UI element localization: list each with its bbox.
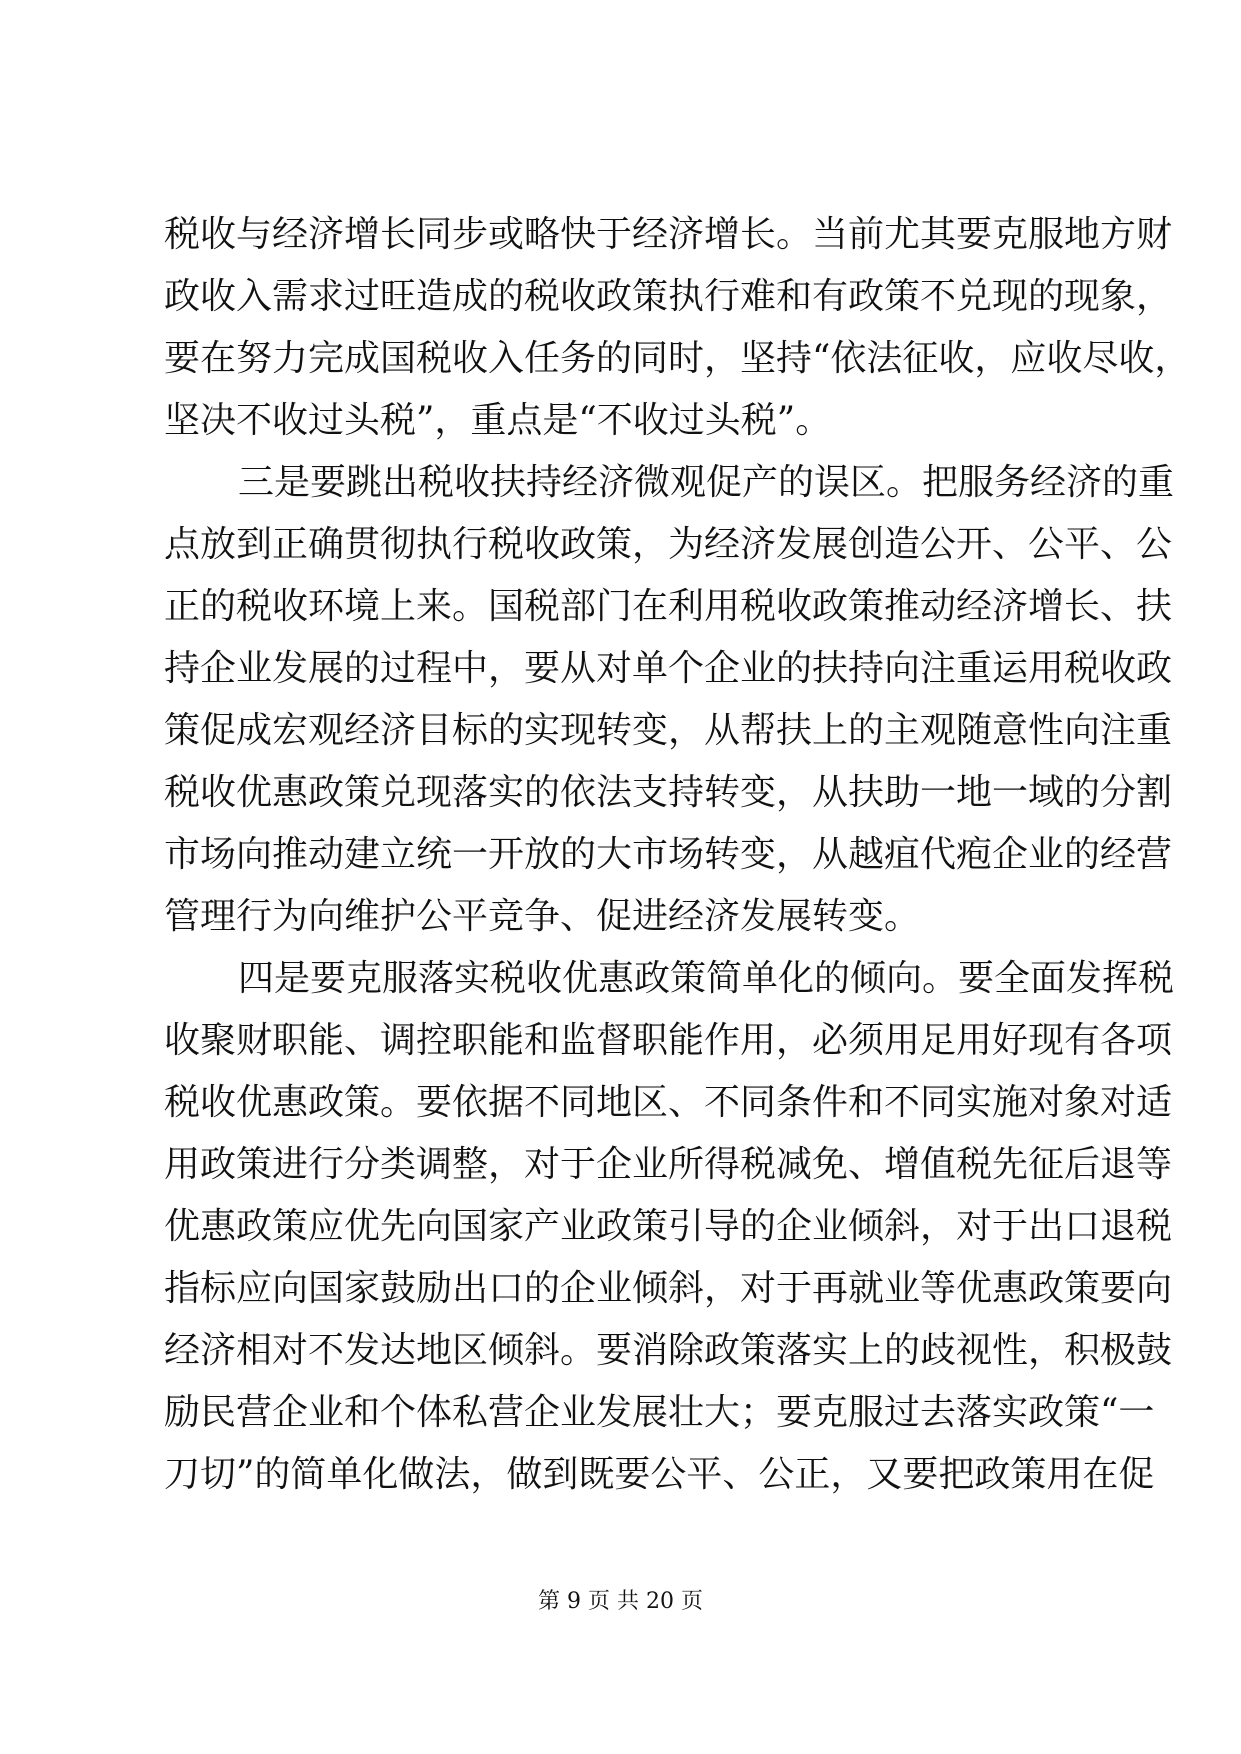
page-number-footer: 第 9 页 共 20 页 bbox=[538, 1589, 703, 1614]
text-line: 点放到正确贯彻执行税收政策，为经济发展创造公开、公平、公 bbox=[164, 524, 1173, 565]
text-line: 指标应向国家鼓励出口的企业倾斜，对于再就业等优惠政策要向 bbox=[164, 1268, 1173, 1309]
text-line: 正的税收环境上来。国税部门在利用税收政策推动经济增长、扶 bbox=[164, 586, 1173, 627]
text-line: 税收与经济增长同步或略快于经济增长。当前尤其要克服地方财 bbox=[164, 214, 1173, 255]
text-line: 坚决不收过头税”，重点是“不收过头税”。 bbox=[164, 400, 832, 441]
text-line: 策促成宏观经济目标的实现转变，从帮扶上的主观随意性向注重 bbox=[164, 710, 1173, 751]
text-line: 管理行为向维护公平竞争、促进经济发展转变。 bbox=[164, 896, 921, 937]
text-line: 政收入需求过旺造成的税收政策执行难和有政策不兑现的现象， bbox=[164, 276, 1173, 317]
text-line: 持企业发展的过程中，要从对单个企业的扶持向注重运用税收政 bbox=[164, 648, 1173, 689]
text-line: 励民营企业和个体私营企业发展壮大；要克服过去落实政策“一 bbox=[164, 1392, 1155, 1433]
text-line: 税收优惠政策。要依据不同地区、不同条件和不同实施对象对适 bbox=[164, 1082, 1173, 1123]
text-line: 经济相对不发达地区倾斜。要消除政策落实上的歧视性，积极鼓 bbox=[164, 1330, 1173, 1371]
text-line: 用政策进行分类调整，对于企业所得税减免、增值税先征后退等 bbox=[164, 1144, 1173, 1185]
text-line: 市场向推动建立统一开放的大市场转变，从越疽代疱企业的经营 bbox=[164, 834, 1173, 875]
text-line: 税收优惠政策兑现落实的依法支持转变，从扶助一地一域的分割 bbox=[164, 772, 1173, 813]
text-line: 收聚财职能、调控职能和监督职能作用，必须用足用好现有各项 bbox=[164, 1020, 1173, 1061]
paragraph-first-line: 四是要克服落实税收优惠政策简单化的倾向。要全面发挥税 bbox=[238, 958, 1175, 999]
text-line: 优惠政策应优先向国家产业政策引导的企业倾斜，对于出口退税 bbox=[164, 1206, 1173, 1247]
text-line: 刀切”的简单化做法，做到既要公平、公正，又要把政策用在促 bbox=[164, 1454, 1155, 1495]
paragraph-first-line: 三是要跳出税收扶持经济微观促产的误区。把服务经济的重 bbox=[238, 462, 1175, 503]
text-line: 要在努力完成国税收入任务的同时，坚持“依法征收，应收尽收， bbox=[164, 338, 1191, 379]
